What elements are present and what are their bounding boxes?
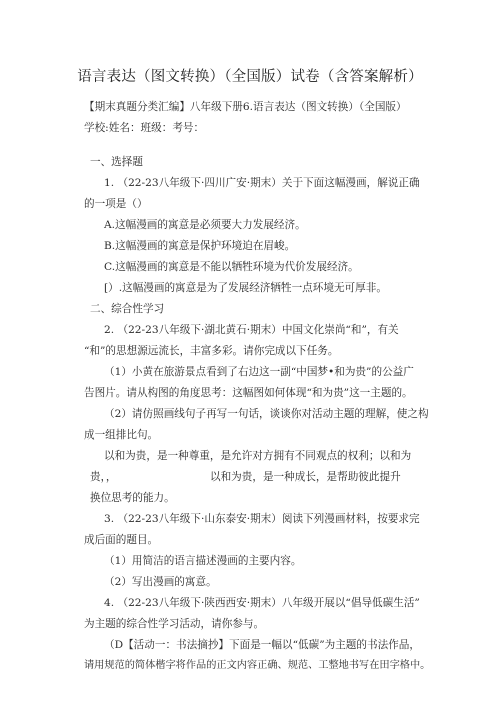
header-student-info: 学校:姓名：班级：考号： (84, 122, 205, 134)
q2-example-line1: 以和为贵，是一种尊重，是允许对方拥有不同观点的权利；以和为 (104, 450, 412, 462)
q2-example-line3: 换位思考的能力。 (90, 492, 175, 504)
q4-activity-line1: （D【活动一：书法摘抄】下面是一幅以“低碳”为主题的书法作品， (104, 639, 420, 651)
q2-task2-line1: （2）请仿照画线句子再写一句话，谈谈你对活动主题的理解，使之构 (104, 408, 429, 420)
q3-stem-line2: 成后面的题目。 (84, 534, 159, 546)
q4-stem-line1: 4. （22-23八年级下·陕西西安·期末）八年级开展以“倡导低碳生活” (104, 597, 420, 609)
q4-stem-line2: 为主题的综合性学习活动，请你参与。 (84, 618, 265, 630)
q1-option-b: B.这幅漫画的寓意是保护环境迫在眉峻。 (104, 240, 296, 252)
q2-example-line2-start: 贵，， (90, 471, 117, 483)
q2-task1-line1: （1）小黄在旅游景点看到了右边这一副“中国梦•和为贵”的公益广 (104, 366, 414, 378)
q3-stem-line1: 3. （22-23八年级下·山东泰安·期末）阅读下列漫画材料，按要求完 (104, 513, 420, 525)
q2-task1-line2: 告图片。请从构图的角度思考：这幅图如何体现“和为贵”这一主题的。 (84, 387, 413, 399)
document-title: 语言表达（图文转换）（全国版）试卷（含答案解析） (77, 69, 423, 85)
q3-task1: （1）用简洁的语言描述漫画的主要内容。 (104, 555, 302, 567)
q2-stem-line1: 2. （22-23八年级下·湖北黄石·期末）中国文化崇尚“和”，有关 (104, 324, 399, 336)
q1-option-a: A.这幅漫画的寓意是必须要大力发展经济。 (104, 219, 306, 231)
q2-example-line2-end: 以和为贵，是一种成长，是帮助彼此提升 (210, 471, 401, 483)
q1-stem-line2: 的一项是（） (84, 198, 148, 210)
section-heading-comprehensive: 二、综合性学习 (90, 303, 165, 315)
q1-option-d: [）.这幅漫画的寓意是为了发展经济牺牲一点环境无可厚非。 (104, 282, 387, 294)
q2-task2-line2: 成一组排比句。 (84, 429, 159, 441)
q3-task2: （2）写出漫画的寓意。 (104, 576, 217, 588)
header-source-line: 【期末真题分类汇编】八年级下册6.语言表达（图文转换）（全国版） (84, 101, 407, 113)
q2-stem-line2: “和”的思想源远流长，丰富多彩。请你完成以下任务。 (84, 345, 339, 357)
q1-option-c: C.这幅漫画的寓意是不能以牺牲环境为代价发展经济。 (104, 261, 359, 273)
section-heading-choice: 一、选择题 (90, 156, 143, 168)
q4-activity-line2: 请用规范的简体楷字将作品的正文内容正确、规范、工整地书写在田字格中。 (84, 660, 431, 671)
q1-stem-line1: 1. （22-23八年级下·四川广安·期末）关于下面这幅漫画，解说正确 (104, 177, 420, 189)
